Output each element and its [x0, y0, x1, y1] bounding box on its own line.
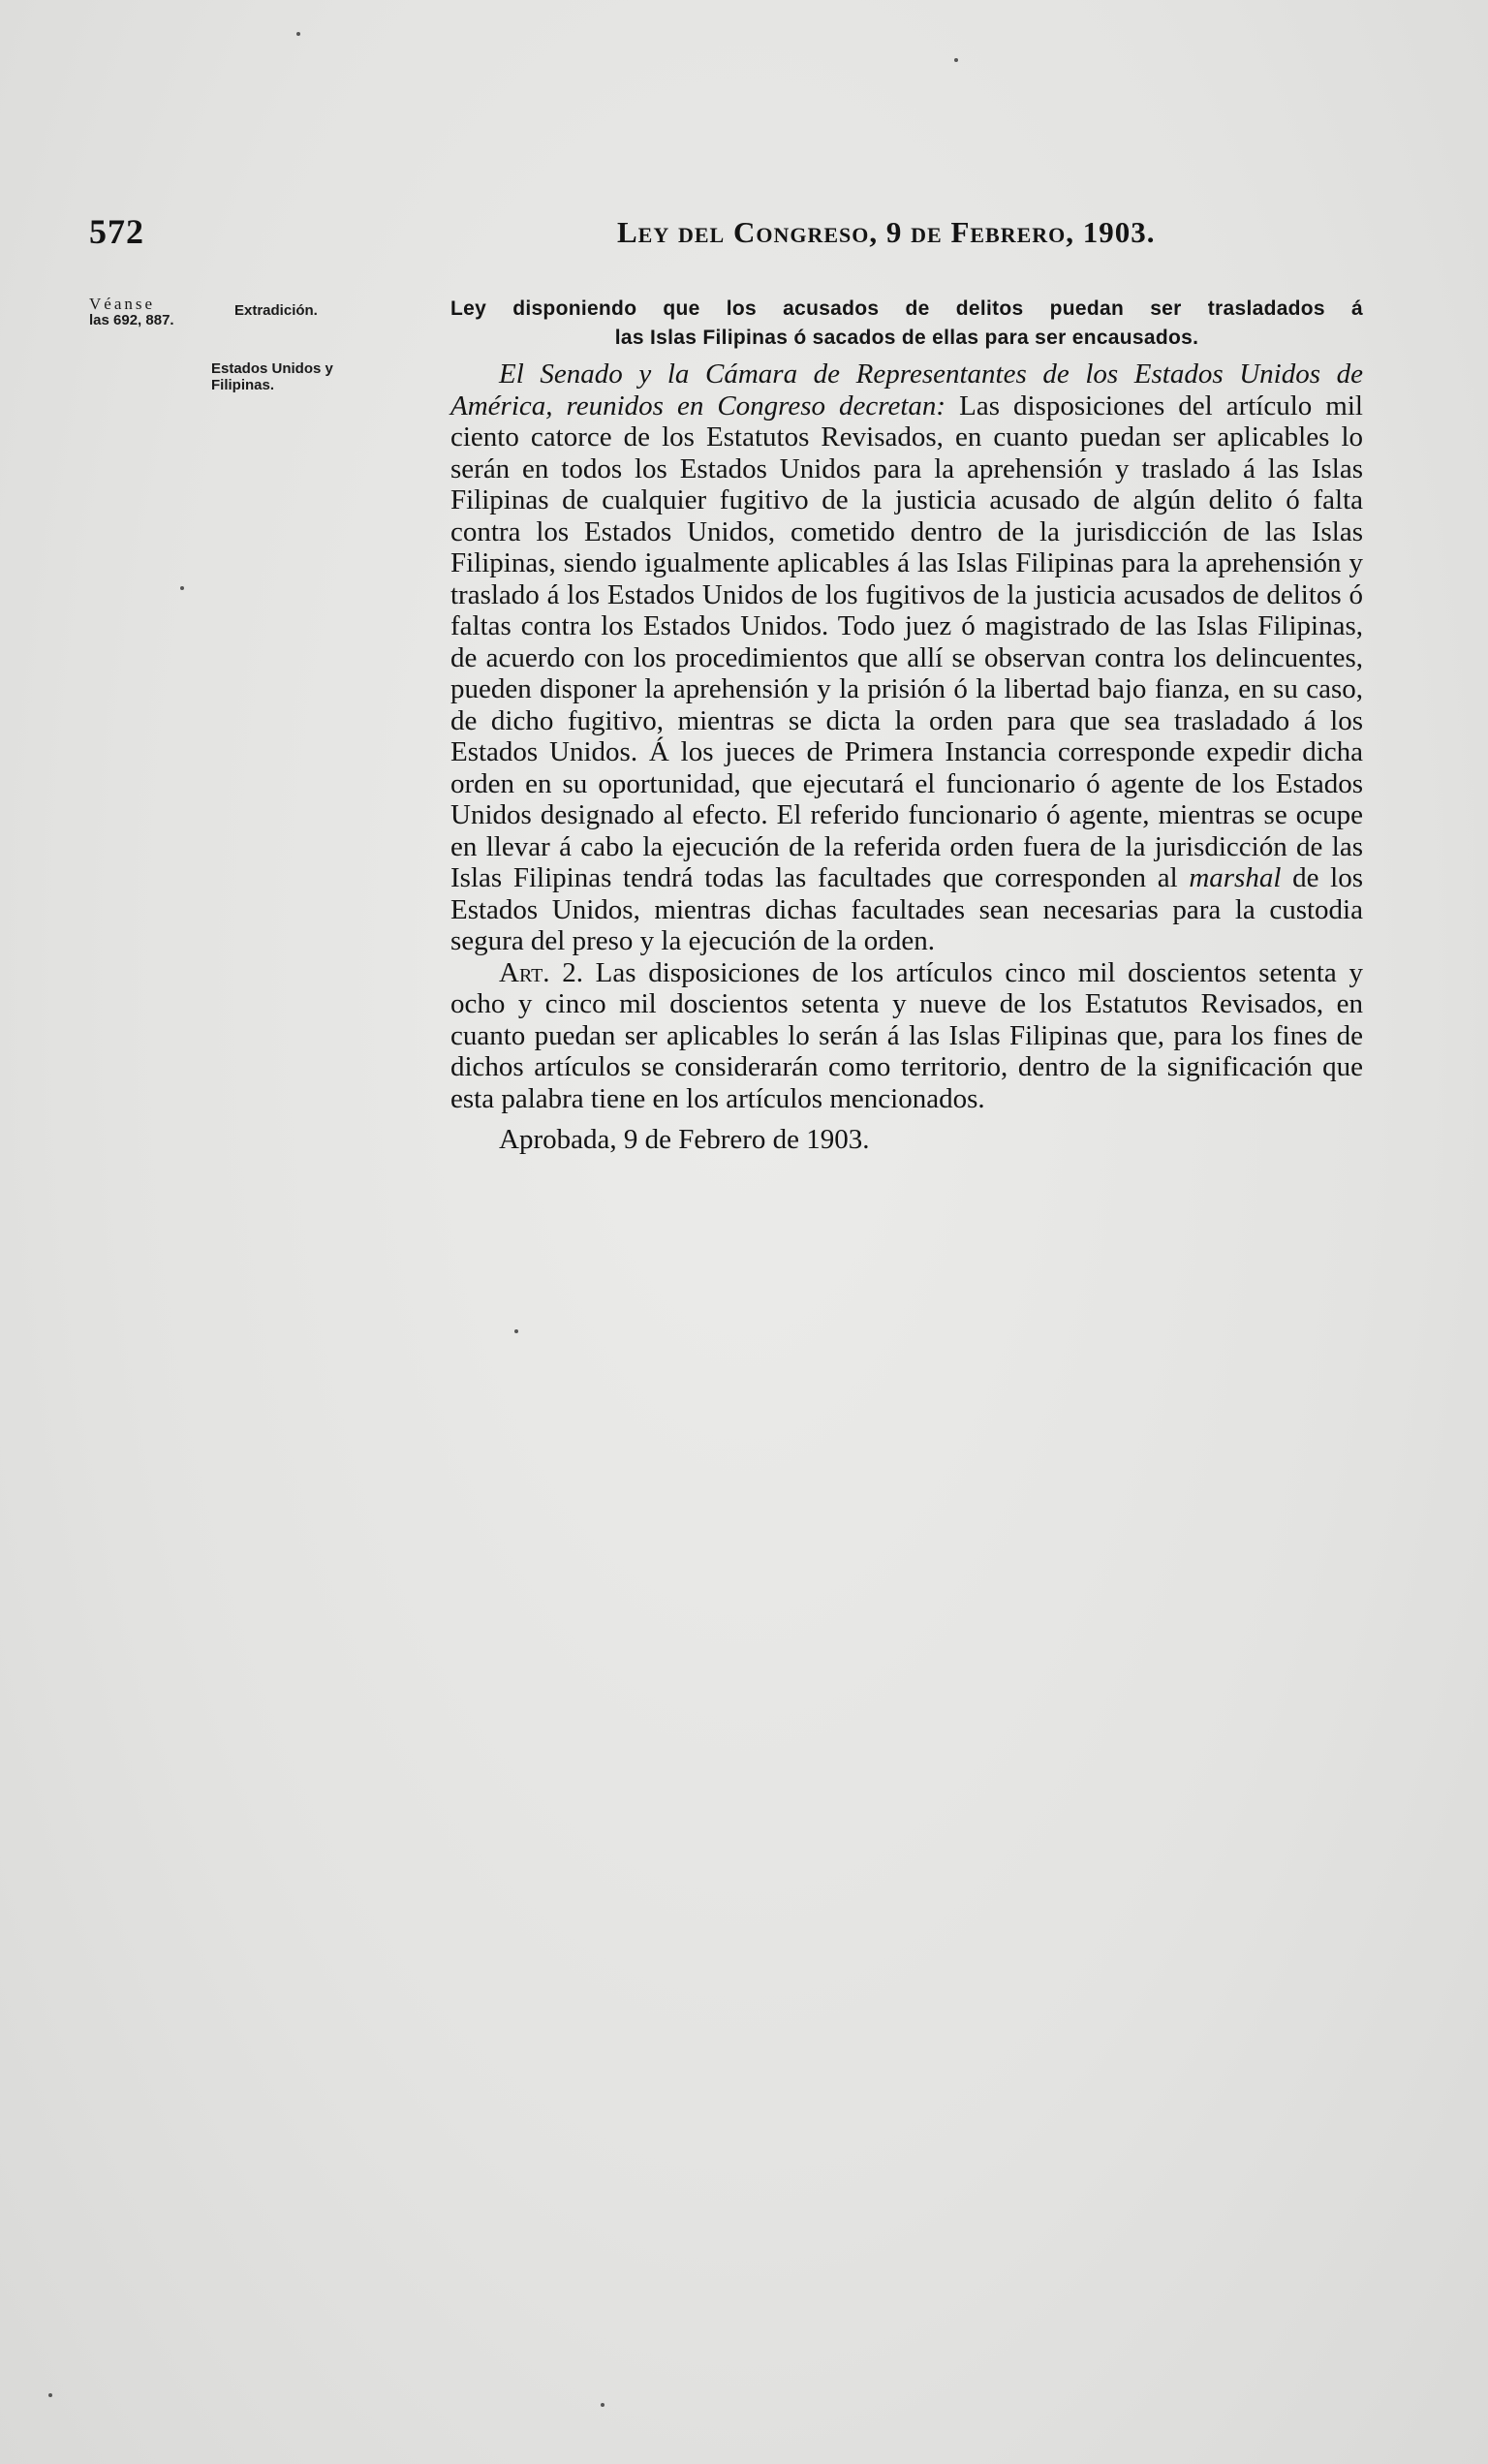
paragraph-section-1: [450, 359, 1363, 957]
paragraph-article-2: [450, 957, 1363, 1115]
margin-note-estados-unidos: [211, 360, 436, 393]
margin-note-veanse-line1: Véanse: [89, 295, 156, 313]
margin-note-extradicion: Extradición.: [234, 302, 318, 319]
margin-note-cross-reference: [89, 296, 205, 328]
margin-note-veanse-line2: las 692, 887.: [89, 312, 174, 328]
margin-note-estados-line1: Estados Unidos y: [211, 360, 333, 377]
section-1-end: de los Estados Unidos, mientras dichas facultades sean necesarias para la custodia segura del preso y la ejecución de la orden.: [450, 862, 1363, 956]
scan-speck: [296, 32, 300, 36]
scan-speck: [514, 1329, 518, 1333]
article-2-label: Art. 2.: [499, 956, 583, 988]
running-head: Ley del Congreso, 9 de Febrero, 1903.: [617, 215, 1156, 249]
scan-speck: [180, 586, 184, 590]
act-title-line2: las Islas Filipinas ó sacados de ellas para ser encausados.: [614, 327, 1199, 349]
act-title: [450, 295, 1363, 353]
page-header: [89, 211, 1378, 260]
scan-speck: [48, 2393, 52, 2397]
page-number: 572: [89, 212, 144, 251]
margin-note-estados-line2: Filipinas.: [211, 377, 275, 393]
article-2-text: Las disposiciones de los artículos cinco mil doscientos setenta y ocho y cinco mil doscientos setenta y nueve de los Estatutos Revisados, en cuanto puedan ser aplicables lo serán á las Islas Filipinas que, para los fines de dichos artículos se considerarán como territorio, dentro de la significación que esta palabra tiene en los artículos mencionados.: [450, 956, 1363, 1114]
approval-line: Aprobada, 9 de Febrero de 1903.: [499, 1124, 870, 1155]
section-1-text: Las disposiciones del artículo mil ciento catorce de los Estatutos Revisados, en cuanto puedan ser aplicables lo serán en todos los Estados Unidos para la aprehensión y traslado á las Islas Filipinas de cualquier fugitivo de la justicia acusado de algún delito ó falta contra los Estados Unidos, cometido dentro de la jurisdicción de las Islas Filipinas, siendo igualmente aplicables á las Islas Filipinas para la aprehensión y traslado á los Estados Unidos de los fugitivos de la justicia acusados de delitos ó faltas contra los Estados Unidos. Todo juez ó magistrado de las Islas Filipinas, de acuerdo con los procedimientos que allí se observan contra los delincuentes, pueden disponer la aprehensión y la prisión ó la libertad bajo fianza, en su caso, de dicho fugitivo, mientras se dicta la orden para que sea trasladado á los Estados Unidos. Á los jueces de Primera Instancia corresponde expedir dicha orden en su oportunidad, que ejecutará el funcionario ó agente de los Estados Unidos designado al efecto. El referido funcionario ó agente, mientras se ocupe en llevar á cabo la ejecución de la referida orden fuera de la jurisdicción de las Islas Filipinas tendrá todas las facultades que corresponden al: [450, 390, 1363, 893]
act-title-line1: Ley disponiendo que los acusados de delitos puedan ser trasladados á: [450, 297, 1363, 320]
marshal-term: marshal: [1189, 862, 1282, 893]
act-body: [450, 359, 1363, 1156]
scan-speck: [954, 58, 958, 62]
scan-speck: [601, 2403, 604, 2407]
enacting-clause: El Senado y la Cámara de Representantes de los Estados Unidos de América, reunidos en Congreso decretan:: [450, 359, 1363, 421]
